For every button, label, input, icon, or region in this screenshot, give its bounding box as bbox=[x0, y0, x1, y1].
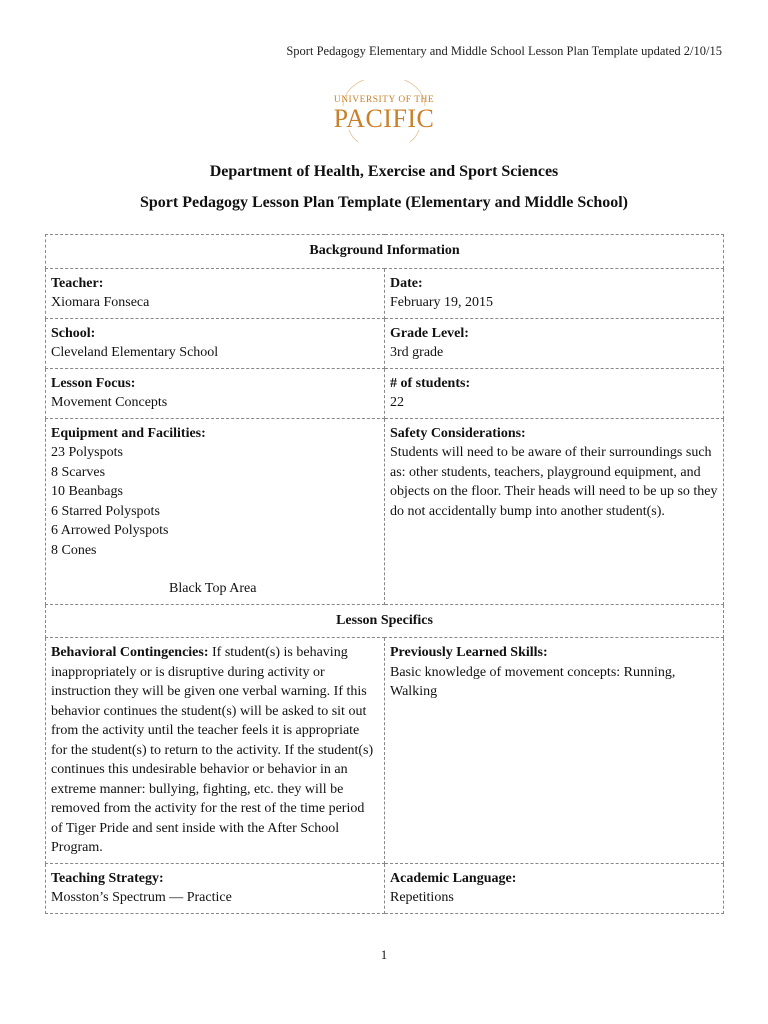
behavioral-cell bbox=[46, 638, 385, 864]
safety-value: Students will need to be aware of their surroundings such as: other students, teachers, playground equipment, and objects on the floor. Their heads will need to be up so they do not accidentally bump into another student(s). bbox=[390, 445, 718, 519]
date-label: Date: bbox=[390, 275, 423, 291]
grade-cell bbox=[385, 318, 724, 368]
background-heading: Background Information bbox=[46, 235, 724, 269]
prior-skills-label: Previously Learned Skills: bbox=[390, 645, 548, 660]
document-title: Sport Pedagogy Lesson Plan Template (Elementary and Middle School) bbox=[139, 194, 629, 211]
focus-label: Lesson Focus: bbox=[51, 375, 136, 391]
school-cell bbox=[46, 318, 385, 368]
grade-label: Grade Level: bbox=[390, 325, 469, 341]
running-header: Sport Pedagogy Elementary and Middle School Lesson Plan Template updated 2/10/15 bbox=[286, 44, 722, 58]
language-label: Academic Language: bbox=[390, 870, 517, 886]
table-row bbox=[46, 368, 724, 418]
table-row bbox=[46, 418, 724, 604]
teacher-label: Teacher: bbox=[51, 275, 104, 291]
table-row bbox=[46, 318, 724, 368]
students-cell bbox=[385, 368, 724, 418]
language-cell bbox=[385, 863, 724, 913]
focus-value: Movement Concepts bbox=[51, 395, 168, 410]
school-label: School: bbox=[51, 325, 96, 341]
logo-main-text: PACIFIC bbox=[333, 104, 435, 133]
equipment-item: 8 Scarves bbox=[51, 464, 106, 480]
strategy-value: Mosston’s Spectrum — Practice bbox=[51, 890, 232, 905]
teacher-cell bbox=[46, 268, 385, 318]
equipment-item: 8 Cones bbox=[51, 542, 97, 558]
students-label: # of students: bbox=[390, 375, 471, 391]
facility-area: Black Top Area bbox=[169, 581, 257, 596]
equipment-cell bbox=[46, 418, 385, 604]
pacific-seal-icon bbox=[329, 80, 439, 142]
specifics-heading: Lesson Specifics bbox=[46, 604, 724, 638]
background-heading-row bbox=[46, 235, 724, 269]
teacher-value: Xiomara Fonseca bbox=[51, 295, 150, 310]
table-row bbox=[46, 268, 724, 318]
behavioral-label: Behavioral Contingencies: bbox=[51, 645, 209, 660]
page-number: 1 bbox=[380, 948, 388, 962]
logo-top-text: UNIVERSITY OF THE bbox=[333, 95, 435, 105]
school-value: Cleveland Elementary School bbox=[51, 345, 219, 360]
safety-cell bbox=[385, 418, 724, 604]
equipment-item: 6 Starred Polyspots bbox=[51, 503, 160, 519]
safety-label: Safety Considerations: bbox=[390, 425, 526, 441]
language-value: Repetitions bbox=[390, 890, 454, 905]
students-value: 22 bbox=[390, 395, 404, 410]
table-row bbox=[46, 863, 724, 913]
prior-skills-cell bbox=[385, 638, 724, 864]
equipment-label: Equipment and Facilities: bbox=[51, 425, 206, 441]
prior-skills-value: Basic knowledge of movement concepts: Running, Walking bbox=[390, 664, 676, 699]
strategy-cell bbox=[46, 863, 385, 913]
equipment-item: 10 Beanbags bbox=[51, 484, 123, 499]
date-value: February 19, 2015 bbox=[390, 295, 494, 310]
strategy-label: Teaching Strategy: bbox=[51, 870, 164, 886]
equipment-item: 23 Polyspots bbox=[51, 445, 123, 460]
grade-value: 3rd grade bbox=[390, 345, 444, 360]
equipment-item: 6 Arrowed Polyspots bbox=[51, 523, 169, 538]
university-logo bbox=[0, 80, 768, 147]
lesson-plan-table bbox=[45, 234, 724, 914]
specifics-heading-row bbox=[46, 604, 724, 638]
table-row bbox=[46, 638, 724, 864]
date-cell bbox=[385, 268, 724, 318]
focus-cell bbox=[46, 368, 385, 418]
behavioral-value: If student(s) is behaving inappropriately or is disruptive during activity or instruction they will be given one verbal warning. If this behavior continues the student(s) will be asked to sit out from the activity until the teacher feels it is appropriate for the student(s) to return to the activity. If the student(s) continues this undesirable behavior or behavior in an extreme manner: bullying, fighting, etc. they will be removed from the activity for the rest of the time period of Tiger Pride and sent inside with the After School Program. bbox=[51, 645, 374, 855]
department-title: Department of Health, Exercise and Sport Sciences bbox=[209, 163, 559, 180]
